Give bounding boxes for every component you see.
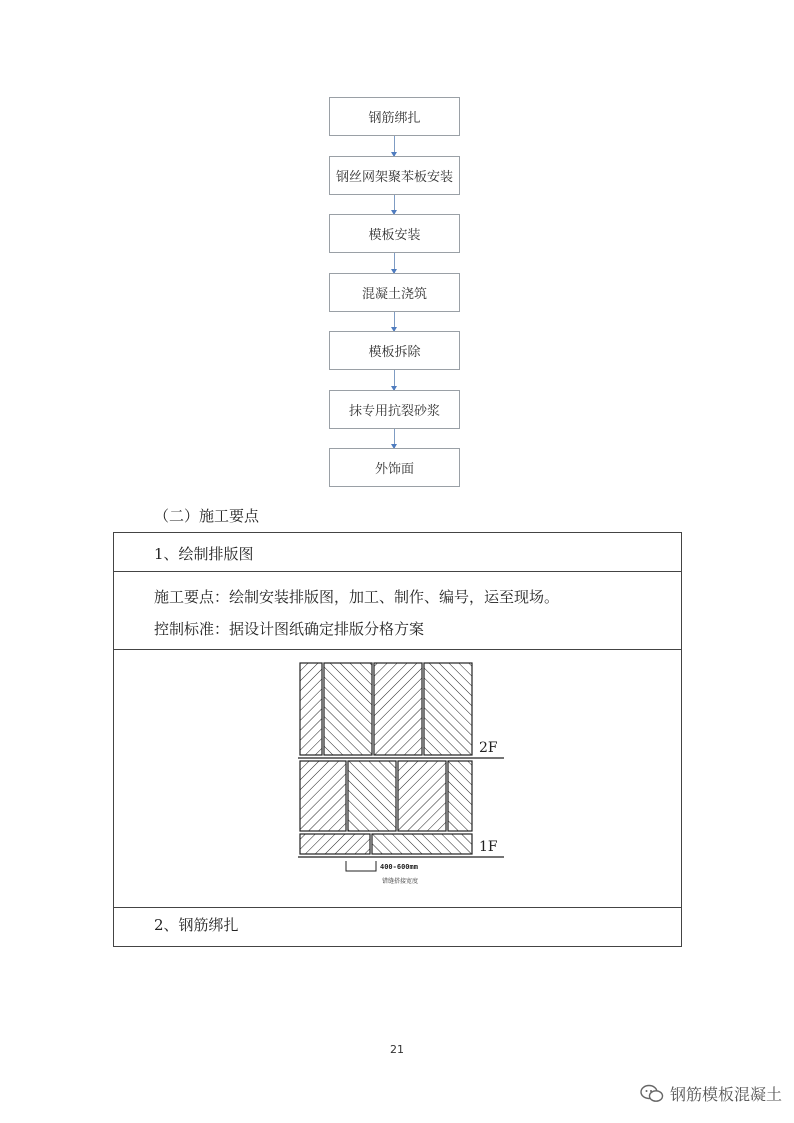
flow-arrow (394, 136, 395, 156)
table-divider (114, 649, 681, 650)
panel-layout-diagram (294, 657, 534, 897)
panel-1f (348, 761, 396, 831)
flow-arrow (394, 312, 395, 331)
flow-step-anti-crack-mortar: 抹专用抗裂砂浆 (329, 390, 460, 429)
level-label-1f: 1F (479, 839, 498, 855)
flow-step-exterior-finish: 外饰面 (329, 448, 460, 487)
control-standard-text: 控制标准：据设计图纸确定排版分格方案 (154, 620, 425, 638)
row-title-layout-drawing: 1、绘制排版图 (154, 545, 254, 563)
watermark-text: 钢筋模板混凝土 (669, 1085, 782, 1104)
panel-1f-base (372, 834, 472, 854)
flow-step-formwork-removal: 模板拆除 (329, 331, 460, 370)
panel-1f (448, 761, 472, 831)
panel-1f (398, 761, 446, 831)
panel-2f (424, 663, 472, 755)
panel-2f (300, 663, 322, 755)
table-divider (114, 571, 681, 572)
flow-arrow (394, 195, 395, 214)
construction-points-table (113, 532, 682, 947)
flow-arrow (394, 370, 395, 390)
flow-arrow (394, 253, 395, 273)
flow-step-formwork-install: 模板安装 (329, 214, 460, 253)
panel-1f (300, 761, 346, 831)
table-divider (114, 907, 681, 908)
row-title-rebar-binding: 2、钢筋绑扎 (154, 916, 239, 934)
level-label-2f: 2F (479, 740, 498, 756)
watermark (640, 1082, 782, 1105)
dimension-text: 400-600mm (380, 863, 418, 871)
dimension-note: 错缝搭接宽度 (382, 878, 419, 885)
dimension-bracket (346, 861, 376, 871)
page-number: 21 (390, 1043, 404, 1056)
flow-step-rebar-binding: 钢筋绑扎 (329, 97, 460, 136)
flow-step-eps-panel-install: 钢丝网架聚苯板安装 (329, 156, 460, 195)
construction-points-text: 施工要点：绘制安装排版图，加工、制作、编号，运至现场。 (154, 588, 560, 606)
section-heading: （二）施工要点 (154, 507, 260, 525)
flow-arrow (394, 429, 395, 448)
panel-2f (324, 663, 372, 755)
panel-1f-base (300, 834, 370, 854)
wechat-icon (640, 1084, 664, 1104)
flow-step-concrete-pour: 混凝土浇筑 (329, 273, 460, 312)
panel-2f (374, 663, 422, 755)
